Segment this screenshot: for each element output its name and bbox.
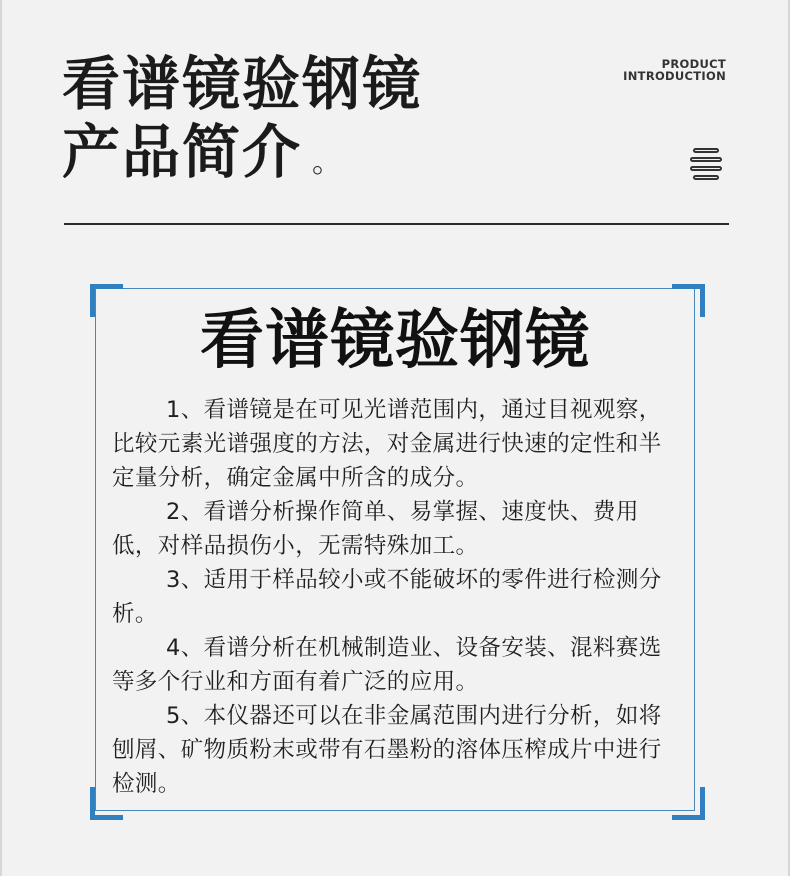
title-period: 。 xyxy=(312,145,345,180)
card-body xyxy=(112,393,684,801)
product-introduction-label xyxy=(623,58,726,82)
header-divider xyxy=(64,223,729,225)
title-line-2-row xyxy=(62,118,422,197)
paragraph-4: 4、看谱分析在机械制造业、设备安装、混料赛选等多个行业和方面有着广泛的应用。 xyxy=(112,635,662,695)
title-line-1: 看谱镜验钢镜 xyxy=(62,50,423,118)
paragraph-5: 5、本仪器还可以在非金属范围内进行分析，如将刨屑、矿物质粉末或带有石墨粉的溶体压榨成片中进行检测。 xyxy=(112,703,662,797)
card-title: 看谱镜验钢镜 xyxy=(200,304,590,378)
page-title xyxy=(62,50,422,197)
paragraph-1: 1、看谱镜是在可见光谱范围内，通过目视观察，比较元素光谱强度的方法，对金属进行快速的定性和半定量分析，确定金属中所含的成分。 xyxy=(112,397,662,491)
menu-icon[interactable] xyxy=(690,148,722,180)
introduction-label: INTRODUCTION xyxy=(623,69,726,83)
paragraph-2: 2、看谱分析操作简单、易掌握、速度快、费用低，对样品损伤小，无需特殊加工。 xyxy=(112,499,639,559)
left-border xyxy=(0,0,2,876)
product-label: PRODUCT xyxy=(661,57,726,71)
paragraph-3: 3、适用于样品较小或不能破坏的零件进行检测分析。 xyxy=(112,567,662,627)
title-line-2: 产品简介 xyxy=(62,118,303,186)
